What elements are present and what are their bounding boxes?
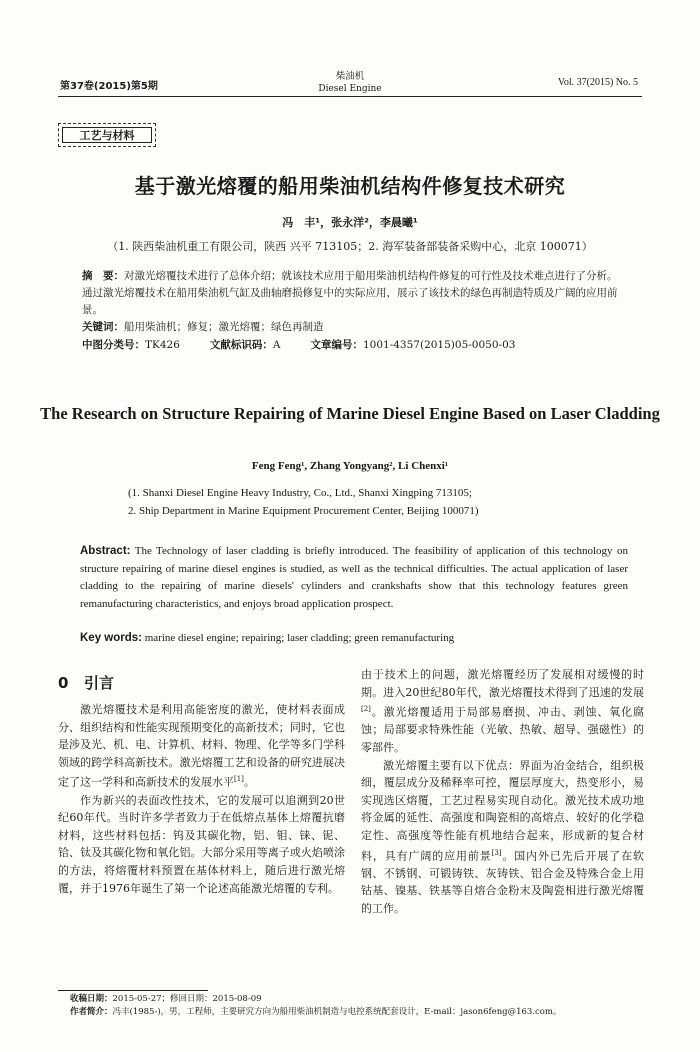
body-left-column [58,701,345,897]
keywords-cn [82,319,627,336]
journal-volume-en: Vol. 37(2015) No. 5 [557,77,638,88]
footnote-author-label: 作者简介： [70,1007,113,1017]
footnote-dates-text: 2015-05-27；修回日期：2015-08-09 [112,994,262,1004]
abstract-cn [82,268,627,319]
classification-line [82,337,627,354]
doc-code-value: A [272,339,281,351]
keywords-en-text: marine diesel engine; repairing; laser cladding; green remanufacturing [142,632,455,644]
journal-volume-issue: 第37卷(2015)第5期 [60,81,158,92]
body-paragraph: 作为新兴的表面改性技术，它的发展可以追溯到20世纪60年代。当时许多学者致力于在低熔点基体上熔覆抗磨材料，这些材料包括：钨及其碳化物，铝、钼、铼、铌、铪、钛及其碳化物和氧化铝。大部分采用等离子或火焰喷涂的方法，将熔覆材料预置在基体材料上，随后进行激光熔覆，并于1976年诞生了第一个论述高能激光熔覆的专利。 [58,793,345,895]
footnote [70,993,650,1019]
journal-name-cn: 柴油机 [335,71,365,82]
keywords-en-label: Key words: [80,632,142,644]
section-number: 0 [58,674,69,692]
title-cn: 基于激光熔覆的船用柴油机结构件修复技术研究 [134,174,566,198]
body-paragraph: 由于技术上的问题，激光熔覆经历了发展相对缓慢的时期。进入20世纪80年代，激光熔覆技术得到了迅速的发展[2]。激光熔覆适用于局部易磨损、冲击、剥蚀、氧化腐蚀；局部要求特殊性能（光敏、热敏、超导、强磁性）的零部件。 [361,668,644,755]
abstract-en [80,543,628,613]
article-no-label: 文章编号： [310,339,363,351]
footnote-dates-label: 收稿日期： [70,994,113,1004]
keywords-cn-text: 船用柴油机；修复；激光熔覆；绿色再制造 [124,321,324,333]
header-rule [58,96,642,97]
clc-value: TK426 [145,339,180,351]
article-no-value: 1001-4357(2015)05-0050-03 [362,339,516,351]
affiliation-en-line: (1. Shanxi Diesel Engine Heavy Industry, Co., Ltd., Shanxi Xingping 713105; [128,487,472,499]
footnote-dates [70,993,650,1006]
section-heading [58,672,114,693]
footnote-author [70,1006,650,1019]
abstract-cn-text: 对激光熔覆技术进行了总体介绍；就该技术应用于船用柴油机结构件修复的可行性及技术难点进行了分析。通过激光熔覆技术在船用柴油机气缸及曲轴磨损修复中的实际应用，展示了该技术的绿色再制造特质及广阔的应用前景。 [82,270,618,316]
section-tag-label: 工艺与材料 [62,127,152,143]
keywords-en [80,630,628,647]
body-right-column [361,666,644,918]
abstract-en-label: Abstract: [80,545,131,557]
abstract-en-text: The Technology of laser cladding is briefly introduced. The feasibility of application of this technology on structure repairing of marine diesel engines is studied, as well as the technical difficulties. The actual application of laser cladding to the repairing of marine diesels' cylinders and crankshafts show that this technology features green remanufacturing characteristics, and enjoys broad application prospect. [80,545,628,610]
section-tag [58,123,156,147]
clc-label: 中图分类号： [82,339,145,351]
keywords-cn-label: 关键词： [82,321,124,333]
authors-en: Feng Feng¹, Zhang Yongyang², Li Chenxi¹ [251,460,449,472]
affiliation-cn: （1. 陕西柴油机重工有限公司，陕西 兴平 713105；2. 海军装备部装备采购中心，北京 100071） [107,240,593,253]
footnote-rule [58,990,208,991]
affiliation-en-line: 2. Ship Department in Marine Equipment Procurement Center, Beijing 100071) [128,505,479,517]
body-paragraph: 激光熔覆主要有以下优点：界面为冶金结合，组织极细，覆层成分及稀释率可控，覆层厚度大，热变形小，易实现选区熔覆，工艺过程易实现自动化。激光技术成功地将金属的延性、高强度和陶瓷相的高熔点、较好的化学稳定性、高强度等性能有机地结合起来，形成新的复合材料，具有广阔的应用前景[3]。国内外已先后开展了在软钢、不锈钢、可锻铸铁、灰铸铁、铝合金及特殊合金上用钴基、镍基、铁基等自熔合金粉末及陶瓷相进行激光熔覆的工作。 [361,758,645,916]
footnote-author-text: 冯丰(1985-)，男，工程师，主要研究方向为船用柴油机制造与电控系统配套设计，E-mail：jason6feng@163.com。 [112,1007,562,1017]
abstract-cn-label: 摘 要： [82,270,124,282]
body-paragraph: 激光熔覆技术是利用高能密度的激光，使材料表面成分、组织结构和性能实现预期变化的高新技术；同时，它也是涉及光、机、电、计算机、材料、物理、化学等多门学科领域的跨学科高新技术。激光熔覆工艺和设备的研究进展决定了这一学科和高新技术的发展水平[1]。 [58,703,345,790]
affiliation-en [128,484,608,520]
doc-code-label: 文献标识码： [209,339,273,351]
title-en: The Research on Structure Repairing of Marine Diesel Engine Based on Laser Cladding [40,404,660,423]
journal-name-en: Diesel Engine [318,84,382,94]
section-title: 引言 [84,674,115,692]
authors-cn: 冯 丰¹，张永洋²，李晨曦¹ [282,216,418,229]
